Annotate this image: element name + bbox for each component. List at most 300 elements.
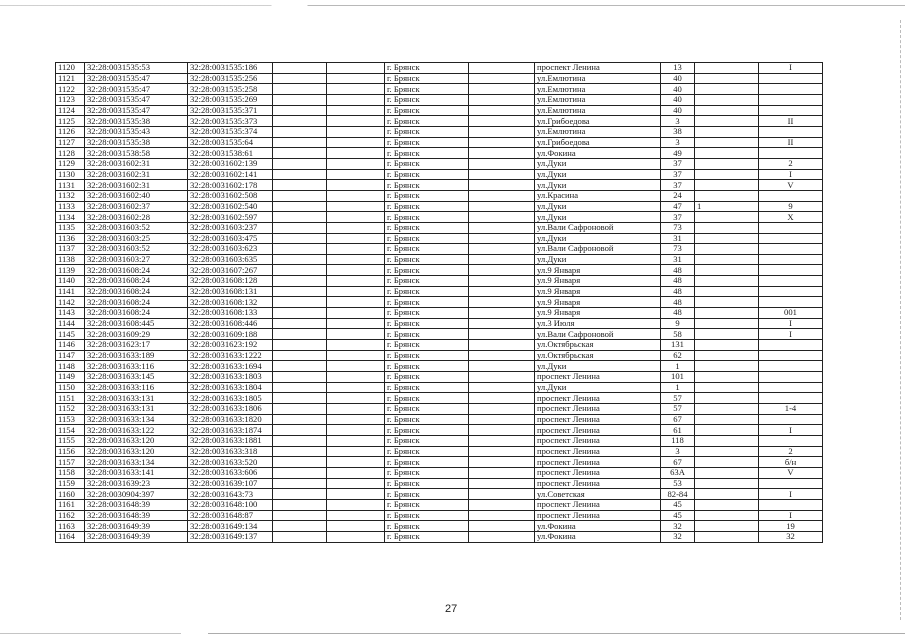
row-number: 1163	[56, 521, 85, 532]
table-row	[56, 318, 823, 329]
row-number: 1140	[56, 276, 85, 287]
row-number: 1142	[56, 297, 85, 308]
cadastral-parent: 32:28:0031608:24	[85, 297, 188, 308]
building-number	[695, 361, 759, 372]
table-row	[56, 84, 823, 95]
blank-cell	[469, 244, 535, 255]
blank-cell	[327, 414, 385, 425]
blank-cell	[469, 222, 535, 233]
house-number: 13	[661, 63, 695, 74]
building-number	[695, 521, 759, 532]
premises-number	[759, 233, 823, 244]
cadastral-object: 32:28:0031603:623	[188, 244, 273, 255]
cadastral-parent: 32:28:0031603:27	[85, 254, 188, 265]
blank-cell	[327, 180, 385, 191]
row-number: 1136	[56, 233, 85, 244]
city: г. Брянск	[385, 297, 469, 308]
blank-cell	[469, 404, 535, 415]
blank-cell	[469, 180, 535, 191]
blank-cell	[327, 435, 385, 446]
blank-cell	[273, 276, 327, 287]
cadastral-object: 32:28:0031633:1803	[188, 372, 273, 383]
cadastral-parent: 32:28:0031535:47	[85, 73, 188, 84]
premises-number: б/н	[759, 457, 823, 468]
premises-number	[759, 148, 823, 159]
blank-cell	[327, 105, 385, 116]
table-row	[56, 393, 823, 404]
premises-number	[759, 382, 823, 393]
blank-cell	[469, 265, 535, 276]
blank-cell	[273, 340, 327, 351]
premises-number	[759, 414, 823, 425]
blank-cell	[469, 372, 535, 383]
cadastral-object: 32:28:0031603:475	[188, 233, 273, 244]
city: г. Брянск	[385, 446, 469, 457]
street: ул.Октябрьская	[535, 340, 661, 351]
table-row	[56, 73, 823, 84]
cadastral-registry-table	[55, 62, 823, 543]
row-number: 1123	[56, 94, 85, 105]
cadastral-object: 32:28:0031535:373	[188, 116, 273, 127]
premises-number: II	[759, 137, 823, 148]
cadastral-parent: 32:28:0031648:39	[85, 510, 188, 521]
building-number	[695, 126, 759, 137]
city: г. Брянск	[385, 425, 469, 436]
table-row	[56, 265, 823, 276]
house-number: 58	[661, 329, 695, 340]
table-row	[56, 94, 823, 105]
cadastral-object: 32:28:0031607:267	[188, 265, 273, 276]
cadastral-parent: 32:28:0031535:38	[85, 137, 188, 148]
table-row	[56, 201, 823, 212]
city: г. Брянск	[385, 478, 469, 489]
blank-cell	[469, 340, 535, 351]
street: проспект Ленина	[535, 510, 661, 521]
cadastral-object: 32:28:0031602:178	[188, 180, 273, 191]
cadastral-object: 32:28:0031535:64	[188, 137, 273, 148]
blank-cell	[273, 180, 327, 191]
table-row	[56, 361, 823, 372]
table-row	[56, 446, 823, 457]
city: г. Брянск	[385, 489, 469, 500]
house-number: 3	[661, 137, 695, 148]
table-row	[56, 478, 823, 489]
blank-cell	[327, 254, 385, 265]
premises-number: 2	[759, 158, 823, 169]
blank-cell	[327, 244, 385, 255]
scan-artifact-top	[0, 5, 905, 6]
row-number: 1131	[56, 180, 85, 191]
building-number	[695, 372, 759, 383]
house-number: 40	[661, 73, 695, 84]
premises-number: 19	[759, 521, 823, 532]
cadastral-object: 32:28:0031535:374	[188, 126, 273, 137]
row-number: 1126	[56, 126, 85, 137]
street: ул.Вали Сафроновой	[535, 329, 661, 340]
blank-cell	[469, 276, 535, 287]
blank-cell	[327, 190, 385, 201]
blank-cell	[327, 340, 385, 351]
street: ул.Грибоедова	[535, 137, 661, 148]
table-row	[56, 350, 823, 361]
blank-cell	[273, 244, 327, 255]
blank-cell	[327, 510, 385, 521]
building-number	[695, 190, 759, 201]
cadastral-object: 32:28:0031609:188	[188, 329, 273, 340]
building-number	[695, 350, 759, 361]
blank-cell	[273, 137, 327, 148]
premises-number: X	[759, 212, 823, 223]
row-number: 1135	[56, 222, 85, 233]
building-number	[695, 467, 759, 478]
premises-number: I	[759, 169, 823, 180]
cadastral-object: 32:28:0031608:132	[188, 297, 273, 308]
blank-cell	[273, 361, 327, 372]
blank-cell	[273, 73, 327, 84]
city: г. Брянск	[385, 308, 469, 319]
row-number: 1152	[56, 404, 85, 415]
blank-cell	[273, 329, 327, 340]
street: ул.9 Января	[535, 286, 661, 297]
city: г. Брянск	[385, 180, 469, 191]
table-row	[56, 372, 823, 383]
building-number: 1	[695, 201, 759, 212]
table-row	[56, 126, 823, 137]
table-row	[56, 190, 823, 201]
city: г. Брянск	[385, 212, 469, 223]
city: г. Брянск	[385, 126, 469, 137]
cadastral-parent: 32:28:0031608:445	[85, 318, 188, 329]
premises-number: I	[759, 63, 823, 74]
premises-number: V	[759, 180, 823, 191]
city: г. Брянск	[385, 73, 469, 84]
cadastral-object: 32:28:0031633:1881	[188, 435, 273, 446]
blank-cell	[327, 329, 385, 340]
cadastral-parent: 32:28:0031608:24	[85, 265, 188, 276]
building-number	[695, 414, 759, 425]
city: г. Брянск	[385, 361, 469, 372]
blank-cell	[327, 308, 385, 319]
building-number	[695, 276, 759, 287]
street: ул.Дуки	[535, 180, 661, 191]
cadastral-parent: 32:28:0031633:116	[85, 361, 188, 372]
blank-cell	[273, 499, 327, 510]
building-number	[695, 382, 759, 393]
blank-cell	[327, 73, 385, 84]
premises-number	[759, 105, 823, 116]
city: г. Брянск	[385, 63, 469, 74]
building-number	[695, 94, 759, 105]
street: ул.Фокина	[535, 521, 661, 532]
row-number: 1147	[56, 350, 85, 361]
blank-cell	[327, 521, 385, 532]
premises-number	[759, 126, 823, 137]
building-number	[695, 318, 759, 329]
blank-cell	[327, 222, 385, 233]
table-row	[56, 340, 823, 351]
row-number: 1164	[56, 531, 85, 542]
cadastral-object: 32:28:0031535:256	[188, 73, 273, 84]
cadastral-object: 32:28:0031602:508	[188, 190, 273, 201]
premises-number: 2	[759, 446, 823, 457]
blank-cell	[273, 233, 327, 244]
blank-cell	[327, 126, 385, 137]
house-number: 45	[661, 499, 695, 510]
house-number: 48	[661, 286, 695, 297]
blank-cell	[273, 265, 327, 276]
row-number: 1162	[56, 510, 85, 521]
table-row	[56, 276, 823, 287]
house-number: 48	[661, 308, 695, 319]
street: ул.Емлютина	[535, 126, 661, 137]
blank-cell	[469, 190, 535, 201]
blank-cell	[469, 63, 535, 74]
building-number	[695, 254, 759, 265]
street: ул.Фокина	[535, 148, 661, 159]
cadastral-parent: 32:28:0031602:28	[85, 212, 188, 223]
building-number	[695, 244, 759, 255]
blank-cell	[469, 105, 535, 116]
row-number: 1153	[56, 414, 85, 425]
cadastral-object: 32:28:0031603:635	[188, 254, 273, 265]
blank-cell	[469, 201, 535, 212]
blank-cell	[273, 446, 327, 457]
street: ул.Грибоедова	[535, 116, 661, 127]
row-number: 1129	[56, 158, 85, 169]
row-number: 1154	[56, 425, 85, 436]
building-number	[695, 158, 759, 169]
blank-cell	[327, 158, 385, 169]
building-number	[695, 531, 759, 542]
blank-cell	[327, 84, 385, 95]
cadastral-parent: 32:28:0031535:53	[85, 63, 188, 74]
house-number: 67	[661, 414, 695, 425]
cadastral-parent: 32:28:0030904:397	[85, 489, 188, 500]
cadastral-parent: 32:28:0031623:17	[85, 340, 188, 351]
cadastral-parent: 32:28:0031535:47	[85, 105, 188, 116]
blank-cell	[469, 148, 535, 159]
cadastral-parent: 32:28:0031633:134	[85, 414, 188, 425]
city: г. Брянск	[385, 148, 469, 159]
blank-cell	[469, 350, 535, 361]
table-row	[56, 457, 823, 468]
street: ул.Емлютина	[535, 73, 661, 84]
cadastral-parent: 32:28:0031603:52	[85, 222, 188, 233]
cadastral-parent: 32:28:0031633:134	[85, 457, 188, 468]
house-number: 49	[661, 148, 695, 159]
city: г. Брянск	[385, 414, 469, 425]
city: г. Брянск	[385, 510, 469, 521]
cadastral-object: 32:28:0031608:131	[188, 286, 273, 297]
blank-cell	[327, 372, 385, 383]
cadastral-parent: 32:28:0031535:43	[85, 126, 188, 137]
table-row	[56, 254, 823, 265]
blank-cell	[273, 63, 327, 74]
premises-number: I	[759, 329, 823, 340]
table-row	[56, 467, 823, 478]
street: проспект Ленина	[535, 63, 661, 74]
cadastral-object: 32:28:0031649:137	[188, 531, 273, 542]
city: г. Брянск	[385, 350, 469, 361]
table-row	[56, 510, 823, 521]
row-number: 1145	[56, 329, 85, 340]
blank-cell	[273, 84, 327, 95]
cadastral-object: 32:28:0031603:237	[188, 222, 273, 233]
house-number: 40	[661, 94, 695, 105]
row-number: 1158	[56, 467, 85, 478]
premises-number	[759, 190, 823, 201]
house-number: 31	[661, 233, 695, 244]
blank-cell	[327, 148, 385, 159]
cadastral-parent: 32:28:0031602:31	[85, 169, 188, 180]
blank-cell	[327, 137, 385, 148]
cadastral-parent: 32:28:0031603:52	[85, 244, 188, 255]
city: г. Брянск	[385, 84, 469, 95]
house-number: 32	[661, 521, 695, 532]
building-number	[695, 286, 759, 297]
premises-number	[759, 372, 823, 383]
blank-cell	[327, 286, 385, 297]
street: ул.Дуки	[535, 233, 661, 244]
city: г. Брянск	[385, 94, 469, 105]
street: проспект Ленина	[535, 393, 661, 404]
building-number	[695, 499, 759, 510]
row-number: 1124	[56, 105, 85, 116]
house-number: 57	[661, 393, 695, 404]
blank-cell	[469, 531, 535, 542]
blank-cell	[273, 457, 327, 468]
blank-cell	[469, 318, 535, 329]
cadastral-parent: 32:28:0031538:58	[85, 148, 188, 159]
street: проспект Ленина	[535, 372, 661, 383]
cadastral-parent: 32:28:0031535:47	[85, 84, 188, 95]
building-number	[695, 340, 759, 351]
premises-number	[759, 361, 823, 372]
house-number: 45	[661, 510, 695, 521]
building-number	[695, 212, 759, 223]
blank-cell	[327, 201, 385, 212]
city: г. Брянск	[385, 169, 469, 180]
premises-number: 1-4	[759, 404, 823, 415]
blank-cell	[327, 446, 385, 457]
row-number: 1120	[56, 63, 85, 74]
registry-body	[56, 63, 823, 543]
house-number: 131	[661, 340, 695, 351]
building-number	[695, 478, 759, 489]
table-row	[56, 244, 823, 255]
blank-cell	[469, 414, 535, 425]
house-number: 31	[661, 254, 695, 265]
premises-number	[759, 94, 823, 105]
building-number	[695, 489, 759, 500]
row-number: 1139	[56, 265, 85, 276]
house-number: 62	[661, 350, 695, 361]
street: ул.3 Июля	[535, 318, 661, 329]
house-number: 3	[661, 446, 695, 457]
cadastral-parent: 32:28:0031639:23	[85, 478, 188, 489]
blank-cell	[273, 510, 327, 521]
row-number: 1122	[56, 84, 85, 95]
city: г. Брянск	[385, 404, 469, 415]
cadastral-object: 32:28:0031535:371	[188, 105, 273, 116]
blank-cell	[273, 531, 327, 542]
house-number: 1	[661, 361, 695, 372]
premises-number: I	[759, 425, 823, 436]
blank-cell	[469, 446, 535, 457]
blank-cell	[273, 212, 327, 223]
street: проспект Ленина	[535, 457, 661, 468]
blank-cell	[469, 329, 535, 340]
cadastral-parent: 32:28:0031608:24	[85, 308, 188, 319]
house-number: 82-84	[661, 489, 695, 500]
house-number: 67	[661, 457, 695, 468]
cadastral-parent: 32:28:0031602:31	[85, 180, 188, 191]
premises-number	[759, 222, 823, 233]
cadastral-parent: 32:28:0031633:131	[85, 404, 188, 415]
table-row	[56, 148, 823, 159]
house-number: 37	[661, 180, 695, 191]
blank-cell	[273, 148, 327, 159]
row-number: 1151	[56, 393, 85, 404]
city: г. Брянск	[385, 201, 469, 212]
house-number: 38	[661, 126, 695, 137]
cadastral-parent: 32:28:0031633:131	[85, 393, 188, 404]
blank-cell	[469, 137, 535, 148]
street: ул.Дуки	[535, 254, 661, 265]
building-number	[695, 446, 759, 457]
building-number	[695, 329, 759, 340]
blank-cell	[327, 467, 385, 478]
cadastral-parent: 32:28:0031608:24	[85, 286, 188, 297]
cadastral-object: 32:28:0031633:1820	[188, 414, 273, 425]
blank-cell	[469, 254, 535, 265]
table-row	[56, 414, 823, 425]
table-row	[56, 63, 823, 74]
blank-cell	[327, 382, 385, 393]
street: проспект Ленина	[535, 478, 661, 489]
premises-number: 32	[759, 531, 823, 542]
blank-cell	[469, 158, 535, 169]
cadastral-parent: 32:28:0031633:189	[85, 350, 188, 361]
street: проспект Ленина	[535, 404, 661, 415]
cadastral-object: 32:28:0031608:133	[188, 308, 273, 319]
house-number: 3	[661, 116, 695, 127]
house-number: 48	[661, 276, 695, 287]
cadastral-object: 32:28:0031602:540	[188, 201, 273, 212]
premises-number	[759, 84, 823, 95]
city: г. Брянск	[385, 137, 469, 148]
city: г. Брянск	[385, 265, 469, 276]
cadastral-object: 32:28:0031643:73	[188, 489, 273, 500]
cadastral-object: 32:28:0031649:134	[188, 521, 273, 532]
blank-cell	[273, 201, 327, 212]
cadastral-object: 32:28:0031608:446	[188, 318, 273, 329]
blank-cell	[273, 467, 327, 478]
table-row	[56, 329, 823, 340]
cadastral-parent: 32:28:0031633:116	[85, 382, 188, 393]
premises-number	[759, 286, 823, 297]
cadastral-parent: 32:28:0031602:37	[85, 201, 188, 212]
street: ул.9 Января	[535, 297, 661, 308]
blank-cell	[469, 393, 535, 404]
building-number	[695, 222, 759, 233]
building-number	[695, 510, 759, 521]
cadastral-object: 32:28:0031602:141	[188, 169, 273, 180]
house-number: 101	[661, 372, 695, 383]
premises-number	[759, 244, 823, 255]
building-number	[695, 393, 759, 404]
building-number	[695, 457, 759, 468]
